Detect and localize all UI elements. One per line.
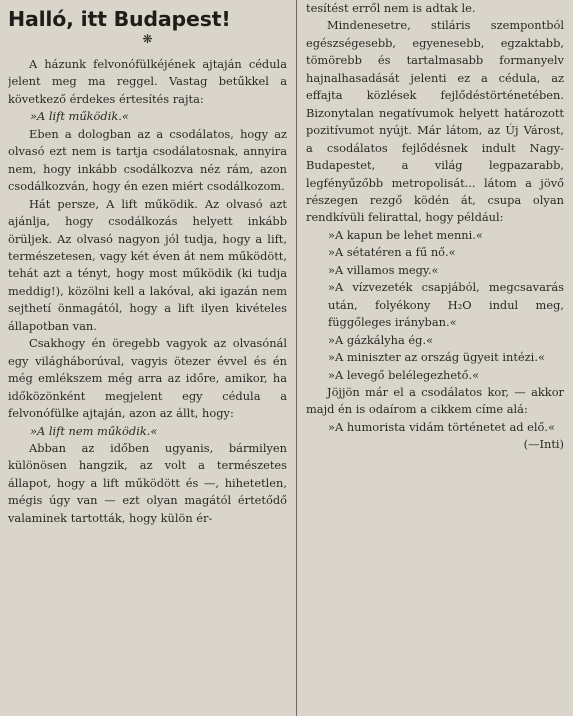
quoted-notice: »A lift működik.«	[30, 109, 129, 124]
ornament-icon: ❋	[142, 32, 153, 46]
quoted-notice: »A villamos megy.«	[328, 262, 439, 277]
article-title: Halló, itt Budapest!	[8, 7, 231, 31]
closing-quote	[306, 419, 564, 452]
quoted-notice: »A sétatéren a fű nő.«	[328, 245, 456, 260]
paragraph: Eben a dologban az a csodálatos, hogy az olvasó ezt nem is tartja csodálatosnak, annyira nem, hogy inkább csodálkozva néz rám, azon csodálkozván, hogy én ezen miért csodálkozom.	[8, 126, 287, 194]
right-column	[306, 0, 564, 716]
column-divider	[296, 0, 297, 716]
paragraph: A házunk felvonófülkéjének ajtaján cédula jelent meg ma reggel. Vastag betűkkel a következő érdekes értesítés rajta:	[8, 57, 287, 106]
left-column	[8, 0, 287, 716]
quoted-notice: »A vízvezeték csapjából, megcsavarás után, folyékony H₂O indul meg, függőleges irányban.«	[328, 280, 564, 330]
quoted-notice: »A miniszter az ország ügyeit intézi.«	[328, 350, 545, 365]
author-signature: (—Inti)	[523, 437, 564, 452]
paragraph: Mindenesetre, stiláris szempontból egészségesebb, egyenesebb, egzaktabb, tömörebb és tartalmasabb formanyelv hajnalhasadását jelenti ez a cédula, az effajta közlések fejlődéstörténetében. Bizonytalan negatívumok helyett határozott pozitívumot nyújt. Már látom, az Új Várost, a csodálatos fejlődésnek indult Nagy-Budapestet, a világ legpazarabb, legfényűzőbb metropolisát... látom a jövő részegen rezgő ködén át, csupa olyan rendkívüli felirattal, hogy például:	[306, 18, 564, 225]
quoted-notice: »A levegő belélegezhető.«	[328, 367, 480, 382]
paragraph: Csakhogy én öregebb vagyok az olvasónál egy világháborúval, vagyis ötezer évvel és én még emlékszem még arra az időre, amikor, ha időközönként megjelent egy cédula a felvonófülke ajtaján, azon az állt, hogy:	[8, 336, 287, 421]
paragraph: Abban az időben ugyanis, bármilyen különösen hangzik, az volt a természetes állapot, hogy a lift működött és —, hihetetlen, mégis úgy van — ezt olyan magától értetődő valaminek tartották, hogy külön ér-	[8, 440, 287, 525]
quoted-notice: »A gázkályha ég.«	[328, 332, 434, 347]
closing-quote-text: »A humorista vidám történetet ad elő.«	[328, 419, 555, 434]
quoted-notice: »A kapun be lehet menni.«	[328, 227, 483, 242]
paragraph: Hát persze, A lift működik. Az olvasó azt ajánlja, hogy csodálkozás helyett inkább örüljek. Az olvasó nagyon jól tudja, hogy a lift, természetesen, vagy két éven át nem működött, tehát azt a tényt, hogy most működik (ki tudja meddig!), közölni kell a lakóval, aki igazán nem sejthetí önmagától, hogy a lift ilyen kivételes állapotban van.	[8, 196, 287, 333]
paragraph: Jöjjön már el a csodálatos kor, — akkor majd én is odaírom a cikkem címe alá:	[306, 384, 564, 417]
quoted-notice: »A lift nem működik.«	[30, 423, 158, 438]
paragraph: tesítést erről nem is adtak le.	[306, 1, 476, 15]
